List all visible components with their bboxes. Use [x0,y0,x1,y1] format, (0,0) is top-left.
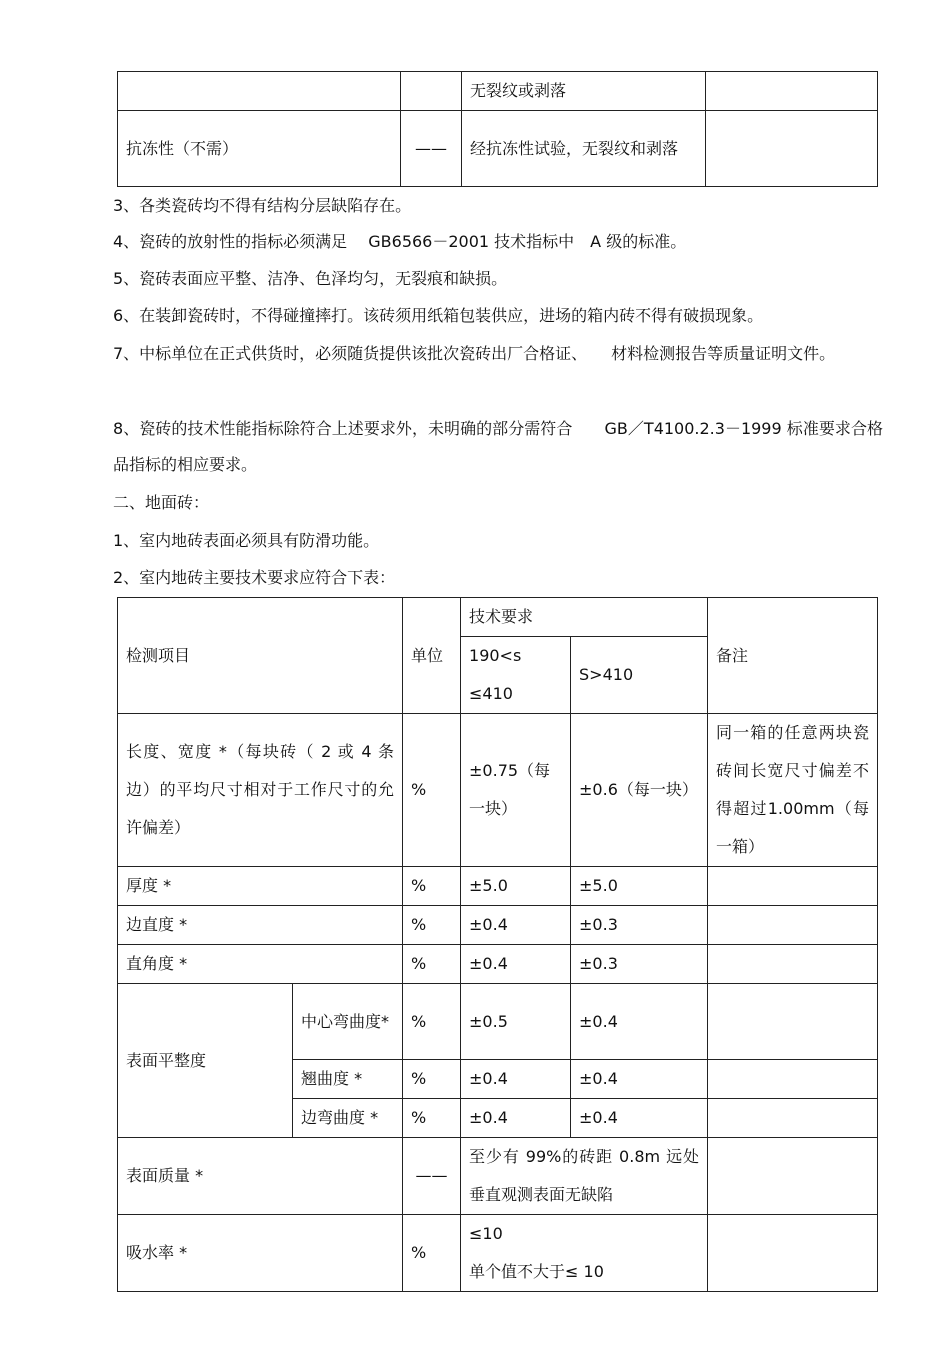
flatness-unit: % [403,984,461,1060]
flatness-sub: 中心弯曲度* [293,984,403,1060]
header-item: 检测项目 [118,598,403,714]
length-note: 同一箱的任意两块瓷砖间长宽尺寸偏差不得超过1.00mm（每一箱） [708,714,878,867]
paragraph-6: 6、在装卸瓷砖时，不得碰撞摔打。该砖须用纸箱包装供应，进场的箱内砖不得有破损现象。 [113,306,764,325]
paragraph-4: 4、瓷砖的放射性的指标必须满足 GB6566－2001 技术指标中 A 级的标准。 [113,232,687,251]
table-cell: 抗冻性（不需） [118,111,401,187]
water-note [708,1215,878,1292]
row-b: ±5.0 [571,867,708,906]
table-cell [706,111,878,187]
row-item: 边直度 * [118,906,403,945]
surface-item: 表面质量 * [118,1138,403,1215]
row-unit: % [403,906,461,945]
length-a: ±0.75（每一块） [461,714,571,867]
length-item: 长度、宽度 *（每块砖（ 2 或 4 条边）的平均尺寸相对于工作尺寸的允许偏差） [118,714,403,867]
table-cell: 经抗冻性试验，无裂纹和剥落 [462,111,706,187]
header-col-a: 190<s ≤410 [461,637,571,714]
floor-paragraph-2: 2、室内地砖主要技术要求应符合下表： [113,568,396,587]
surface-req: 至少有 99%的砖距 0.8m 远处垂直观测表面无缺陷 [461,1138,708,1215]
floor-tile-requirements-table [117,597,878,1292]
row-b: ±0.3 [571,945,708,984]
water-req-line-2: 单个值不大于≤ 10 [469,1262,604,1281]
flatness-a: ±0.4 [461,1099,571,1138]
row-a: ±5.0 [461,867,571,906]
floor-paragraph-1: 1、室内地砖表面必须具有防滑功能。 [113,531,380,550]
water-item: 吸水率 * [118,1215,403,1292]
table-cell [706,72,878,111]
flatness-a: ±0.4 [461,1060,571,1099]
table-row [118,867,878,906]
table-cell: —— [401,111,462,187]
row-note [708,945,878,984]
surface-note [708,1138,878,1215]
table-cell [118,72,401,111]
paragraph-7: 7、中标单位在正式供货时，必须随货提供该批次瓷砖出厂合格证、 材料检测报告等质量证明文件。 [113,344,836,363]
row-unit: % [403,867,461,906]
requirements-table-top [117,71,878,187]
row-item: 厚度 * [118,867,403,906]
surface-unit: —— [403,1138,461,1215]
row-b: ±0.3 [571,906,708,945]
table-cell: 无裂纹或剥落 [462,72,706,111]
row-unit: % [403,945,461,984]
flatness-unit: % [403,1060,461,1099]
flatness-b: ±0.4 [571,984,708,1060]
length-b: ±0.6（每一块） [571,714,708,867]
water-req [461,1215,708,1292]
paragraph-3: 3、各类瓷砖均不得有结构分层缺陷存在。 [113,196,412,215]
water-req-line-1: ≤10 [469,1224,503,1243]
flatness-note [708,1099,878,1138]
flatness-note [708,1060,878,1099]
flatness-a: ±0.5 [461,984,571,1060]
table-row [118,945,878,984]
row-note [708,867,878,906]
header-tech: 技术要求 [461,598,708,637]
flatness-sub: 翘曲度 * [293,1060,403,1099]
flatness-b: ±0.4 [571,1099,708,1138]
flatness-group: 表面平整度 [118,984,293,1138]
row-item: 直角度 * [118,945,403,984]
flatness-note [708,984,878,1060]
header-col-b: S>410 [571,637,708,714]
row-a: ±0.4 [461,945,571,984]
length-unit: % [403,714,461,867]
section-heading-floor-tiles: 二、地面砖： [113,493,210,512]
paragraph-5: 5、瓷砖表面应平整、洁净、色泽均匀，无裂痕和缺损。 [113,269,508,288]
water-unit: % [403,1215,461,1292]
row-note [708,906,878,945]
flatness-sub: 边弯曲度 * [293,1099,403,1138]
header-note: 备注 [708,598,878,714]
header-unit: 单位 [403,598,461,714]
flatness-unit: % [403,1099,461,1138]
table-cell [401,72,462,111]
flatness-b: ±0.4 [571,1060,708,1099]
paragraph-8: 8、瓷砖的技术性能指标除符合上述要求外，未明确的部分需符合 GB／T4100.2.3－1999 标准要求合格品指标的相应要求。 [113,419,883,474]
row-a: ±0.4 [461,906,571,945]
table-row [118,906,878,945]
